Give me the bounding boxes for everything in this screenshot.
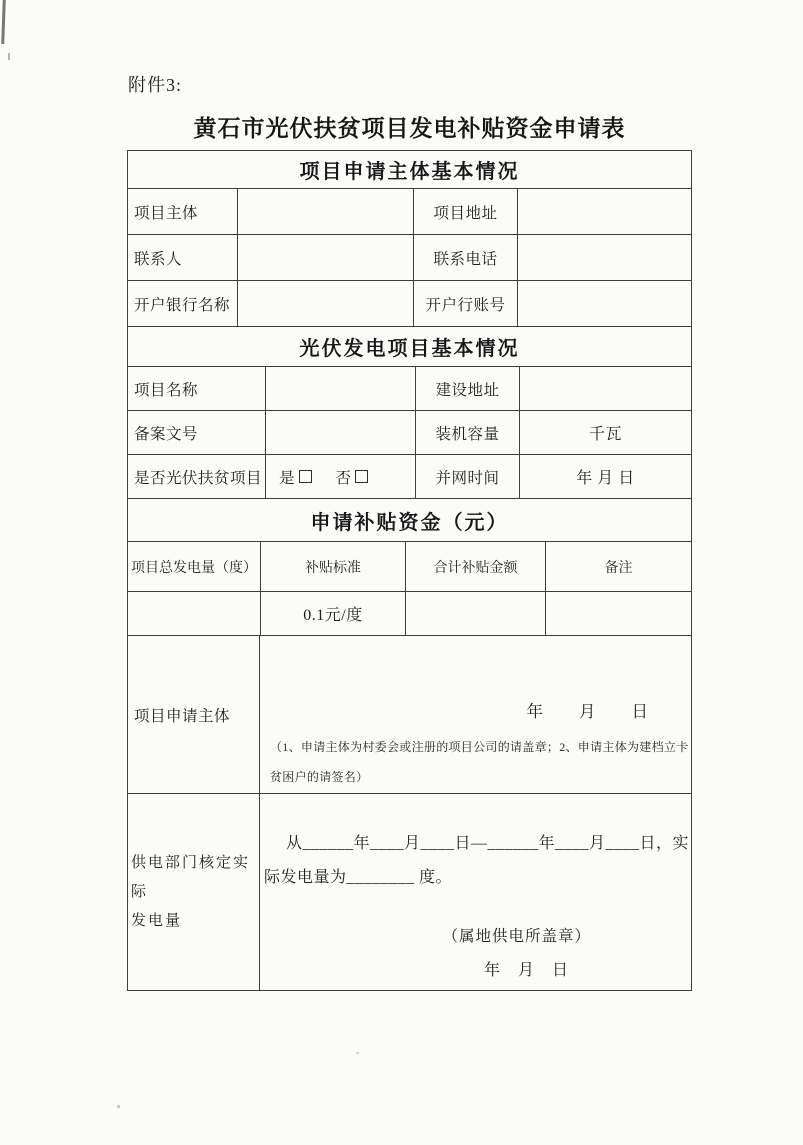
table-row [128, 542, 691, 592]
signature-date-line: 年 月 日 [526, 702, 649, 721]
project-name-field [266, 367, 416, 410]
scan-artifact [8, 53, 10, 60]
table-row [128, 794, 691, 990]
project-address-field [518, 189, 691, 234]
power-verification-label-line1: 供电部门核定实际 [131, 854, 251, 900]
filing-number-field [266, 411, 416, 454]
table-row [128, 636, 691, 794]
poverty-project-choice-field [266, 455, 416, 498]
signature-note-line2: 贫困户的请签名） [270, 770, 369, 784]
power-verification-label-line2: 发电量 [131, 912, 183, 929]
contact-phone-field [518, 235, 691, 280]
contact-phone-label: 联系电话 [414, 235, 518, 280]
form-title: 黄石市光伏扶贫项目发电补贴资金申请表 [193, 115, 626, 141]
verification-date-line: 年 月 日 [483, 962, 569, 979]
subsidy-standard-value: 0.1元/度 [261, 592, 406, 635]
remark-field [546, 592, 691, 635]
applicant-signature-area [260, 636, 691, 793]
yes-option [279, 466, 312, 488]
checkbox-yes-box [299, 470, 312, 483]
section-header-applicant-info: 项目申请主体基本情况 [299, 161, 520, 183]
table-row [128, 235, 691, 281]
installed-capacity-label: 装机容量 [416, 411, 520, 454]
table-row [128, 367, 691, 411]
table-row [128, 455, 691, 499]
scan-artifact [356, 1052, 359, 1054]
checkbox-no-box [355, 470, 368, 483]
bank-account-label: 开户行账号 [414, 281, 518, 326]
project-entity-label: 项目主体 [128, 189, 238, 234]
signature-note [260, 732, 691, 792]
power-verification-label-cell [128, 794, 260, 990]
total-generation-column-header: 项目总发电量（度） [128, 542, 261, 591]
filing-number-label: 备案文号 [128, 411, 266, 454]
total-subsidy-amount-column-header: 合计补贴金额 [406, 542, 546, 591]
project-address-label: 项目地址 [414, 189, 518, 234]
subsidy-standard-column-header: 补贴标准 [261, 542, 406, 591]
project-entity-field [238, 189, 414, 234]
construction-address-field [520, 367, 691, 410]
construction-address-label: 建设地址 [416, 367, 520, 410]
no-option-label: 否 [335, 469, 352, 487]
power-verification-area [260, 794, 691, 990]
bank-account-field [518, 281, 691, 326]
contact-person-label: 联系人 [128, 235, 238, 280]
poverty-project-label: 是否光伏扶贫项目 [128, 455, 266, 498]
attachment-label: 附件3: [128, 75, 183, 95]
no-option [336, 466, 369, 488]
scan-artifact [117, 1105, 120, 1108]
scan-artifact [1, 0, 6, 44]
installed-capacity-unit: 千瓦 [588, 426, 622, 443]
stamp-note: （属地供电所盖章） [442, 928, 591, 945]
table-row [128, 189, 691, 235]
section-header-subsidy: 申请补贴资金（元） [310, 511, 509, 534]
applicant-signature-label: 项目申请主体 [128, 636, 260, 793]
project-name-label: 项目名称 [128, 367, 266, 410]
grid-connection-time-label: 并网时间 [416, 455, 520, 498]
bank-name-field [238, 281, 414, 326]
section-header-pv-project-info: 光伏发电项目基本情况 [299, 338, 520, 360]
grid-connection-time-field: 年 月 日 [576, 470, 635, 487]
table-row [128, 592, 691, 636]
power-verification-label [128, 849, 259, 936]
verification-period-line1: 从______年____月____日—______年____月____日，实 [286, 835, 690, 852]
signature-note-line1: （1、申请主体为村委会或注册的项目公司的请盖章；2、申请主体为建档立卡 [270, 740, 689, 754]
total-subsidy-amount-field [406, 592, 546, 635]
contact-person-field [238, 235, 414, 280]
remark-column-header: 备注 [604, 560, 633, 576]
bank-name-label: 开户银行名称 [128, 281, 238, 326]
verification-period-line2: 际发电量为________ 度。 [264, 869, 453, 886]
yes-option-label: 是 [278, 469, 295, 487]
table-row [128, 281, 691, 327]
application-form-table [127, 150, 692, 991]
table-row [128, 411, 691, 455]
total-generation-field [128, 592, 261, 635]
